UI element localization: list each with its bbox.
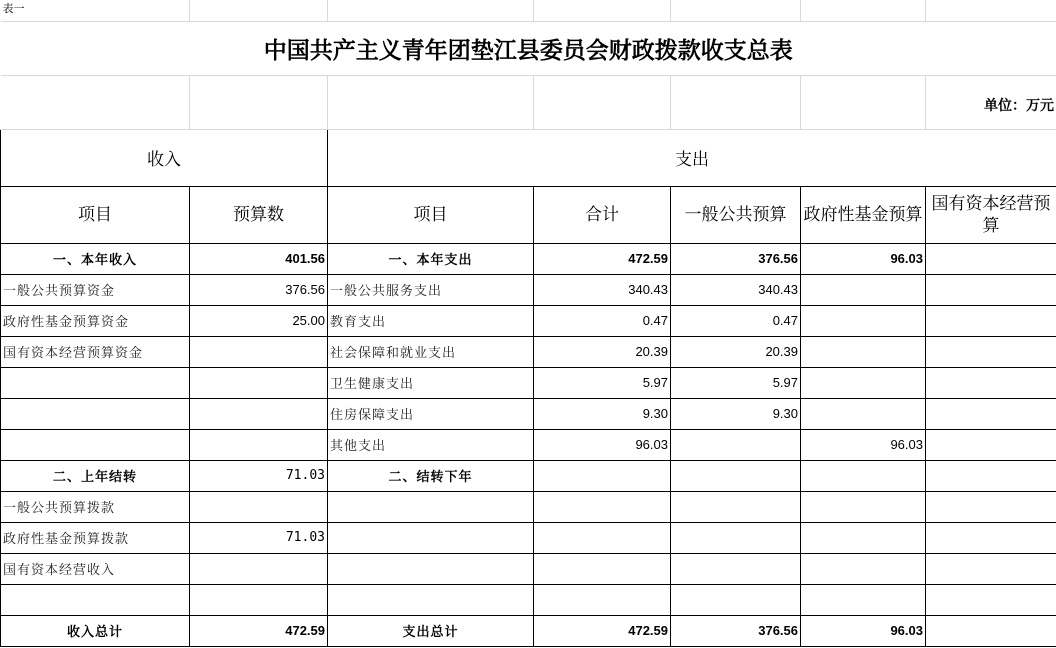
sheet-label-row xyxy=(1,0,1056,21)
unit-row xyxy=(1,75,1056,129)
income-item-cell: 政府性基金预算资金 xyxy=(1,305,190,336)
income-amount-cell xyxy=(190,336,328,367)
income-budget-header: 预算数 xyxy=(190,186,328,243)
general-cell: 20.39 xyxy=(671,336,801,367)
state-capital-cell xyxy=(926,429,1056,460)
gov-fund-cell xyxy=(801,491,926,522)
income-amount-cell: 71.03 xyxy=(190,522,328,553)
state-capital-cell xyxy=(926,522,1056,553)
title-row xyxy=(1,21,1056,75)
expense-item-cell: 一般公共服务支出 xyxy=(328,274,534,305)
income-item-cell xyxy=(1,398,190,429)
expense-item-cell: 教育支出 xyxy=(328,305,534,336)
income-amount-cell xyxy=(190,491,328,522)
gov-fund-cell xyxy=(801,460,926,491)
total-cell xyxy=(534,553,671,584)
total-cell xyxy=(534,522,671,553)
table-row xyxy=(1,584,1056,615)
income-amount-cell xyxy=(190,367,328,398)
general-cell: 0.47 xyxy=(671,305,801,336)
income-total-label: 收入总计 xyxy=(1,615,190,646)
income-amount-cell: 25.00 xyxy=(190,305,328,336)
totals-row xyxy=(1,615,1056,646)
income-total-amount: 472.59 xyxy=(190,615,328,646)
table-label: 表一 xyxy=(1,0,190,21)
income-amount-cell xyxy=(190,398,328,429)
income-item-cell: 国有资本经营预算资金 xyxy=(1,336,190,367)
income-item-cell: 一般公共预算资金 xyxy=(1,274,190,305)
table-row xyxy=(1,491,1056,522)
table-row xyxy=(1,274,1056,305)
expense-item-cell: 其他支出 xyxy=(328,429,534,460)
expense-item-cell xyxy=(328,553,534,584)
column-header-row xyxy=(1,186,1056,243)
gov-fund-cell xyxy=(801,553,926,584)
income-section-header: 收入 xyxy=(1,129,328,186)
general-cell: 9.30 xyxy=(671,398,801,429)
general-cell xyxy=(671,522,801,553)
income-item-cell: 一、本年收入 xyxy=(1,243,190,274)
table-row xyxy=(1,367,1056,398)
table-row xyxy=(1,398,1056,429)
state-capital-cell xyxy=(926,584,1056,615)
expense-item-cell: 一、本年支出 xyxy=(328,243,534,274)
state-capital-cell xyxy=(926,491,1056,522)
expense-item-cell: 社会保障和就业支出 xyxy=(328,336,534,367)
gov-fund-cell xyxy=(801,398,926,429)
expense-item-cell: 卫生健康支出 xyxy=(328,367,534,398)
gov-fund-cell: 96.03 xyxy=(801,243,926,274)
expense-section-header: 支出 xyxy=(328,129,1056,186)
page-title: 中国共产主义青年团垫江县委员会财政拨款收支总表 xyxy=(1,21,1056,75)
state-capital-header: 国有资本经营预算 xyxy=(926,186,1056,243)
state-capital-cell xyxy=(926,615,1056,646)
total-header: 合计 xyxy=(534,186,671,243)
table-row xyxy=(1,336,1056,367)
income-amount-cell: 401.56 xyxy=(190,243,328,274)
state-capital-cell xyxy=(926,367,1056,398)
expense-item-cell xyxy=(328,491,534,522)
income-item-cell xyxy=(1,429,190,460)
general-cell: 376.56 xyxy=(671,615,801,646)
general-cell xyxy=(671,460,801,491)
expense-item-header: 项目 xyxy=(328,186,534,243)
expense-item-cell: 二、结转下年 xyxy=(328,460,534,491)
general-budget-header: 一般公共预算 xyxy=(671,186,801,243)
income-item-cell: 一般公共预算拨款 xyxy=(1,491,190,522)
gov-fund-cell xyxy=(801,305,926,336)
income-amount-cell: 376.56 xyxy=(190,274,328,305)
table-row xyxy=(1,460,1056,491)
gov-fund-cell xyxy=(801,584,926,615)
general-cell xyxy=(671,429,801,460)
unit-label: 单位：万元 xyxy=(926,75,1056,129)
general-cell: 5.97 xyxy=(671,367,801,398)
gov-fund-cell: 96.03 xyxy=(801,615,926,646)
income-item-cell xyxy=(1,367,190,398)
state-capital-cell xyxy=(926,460,1056,491)
total-cell: 472.59 xyxy=(534,243,671,274)
total-cell: 96.03 xyxy=(534,429,671,460)
income-amount-cell xyxy=(190,429,328,460)
state-capital-cell xyxy=(926,553,1056,584)
gov-fund-cell: 96.03 xyxy=(801,429,926,460)
income-item-cell: 二、上年结转 xyxy=(1,460,190,491)
general-cell xyxy=(671,553,801,584)
total-cell: 340.43 xyxy=(534,274,671,305)
gov-fund-cell xyxy=(801,336,926,367)
gov-fund-cell xyxy=(801,522,926,553)
state-capital-cell xyxy=(926,305,1056,336)
state-capital-cell xyxy=(926,243,1056,274)
general-cell xyxy=(671,491,801,522)
state-capital-cell xyxy=(926,274,1056,305)
gov-fund-cell xyxy=(801,274,926,305)
expense-item-cell xyxy=(328,584,534,615)
total-cell: 472.59 xyxy=(534,615,671,646)
table-row xyxy=(1,553,1056,584)
income-item-header: 项目 xyxy=(1,186,190,243)
income-amount-cell xyxy=(190,584,328,615)
income-item-cell: 国有资本经营收入 xyxy=(1,553,190,584)
general-cell: 376.56 xyxy=(671,243,801,274)
expense-item-cell xyxy=(328,522,534,553)
gov-fund-cell xyxy=(801,367,926,398)
table-row xyxy=(1,243,1056,274)
general-cell xyxy=(671,584,801,615)
general-cell: 340.43 xyxy=(671,274,801,305)
income-amount-cell: 71.03 xyxy=(190,460,328,491)
total-cell xyxy=(534,460,671,491)
gov-fund-header: 政府性基金预算 xyxy=(801,186,926,243)
total-cell: 9.30 xyxy=(534,398,671,429)
state-capital-cell xyxy=(926,336,1056,367)
total-cell: 20.39 xyxy=(534,336,671,367)
expense-total-label: 支出总计 xyxy=(328,615,534,646)
total-cell: 0.47 xyxy=(534,305,671,336)
state-capital-cell xyxy=(926,398,1056,429)
total-cell xyxy=(534,584,671,615)
income-item-cell: 政府性基金预算拨款 xyxy=(1,522,190,553)
total-cell xyxy=(534,491,671,522)
expense-item-cell: 住房保障支出 xyxy=(328,398,534,429)
section-header-row xyxy=(1,129,1056,186)
income-item-cell xyxy=(1,584,190,615)
total-cell: 5.97 xyxy=(534,367,671,398)
table-row xyxy=(1,429,1056,460)
table-row xyxy=(1,522,1056,553)
income-amount-cell xyxy=(190,553,328,584)
table-row xyxy=(1,305,1056,336)
